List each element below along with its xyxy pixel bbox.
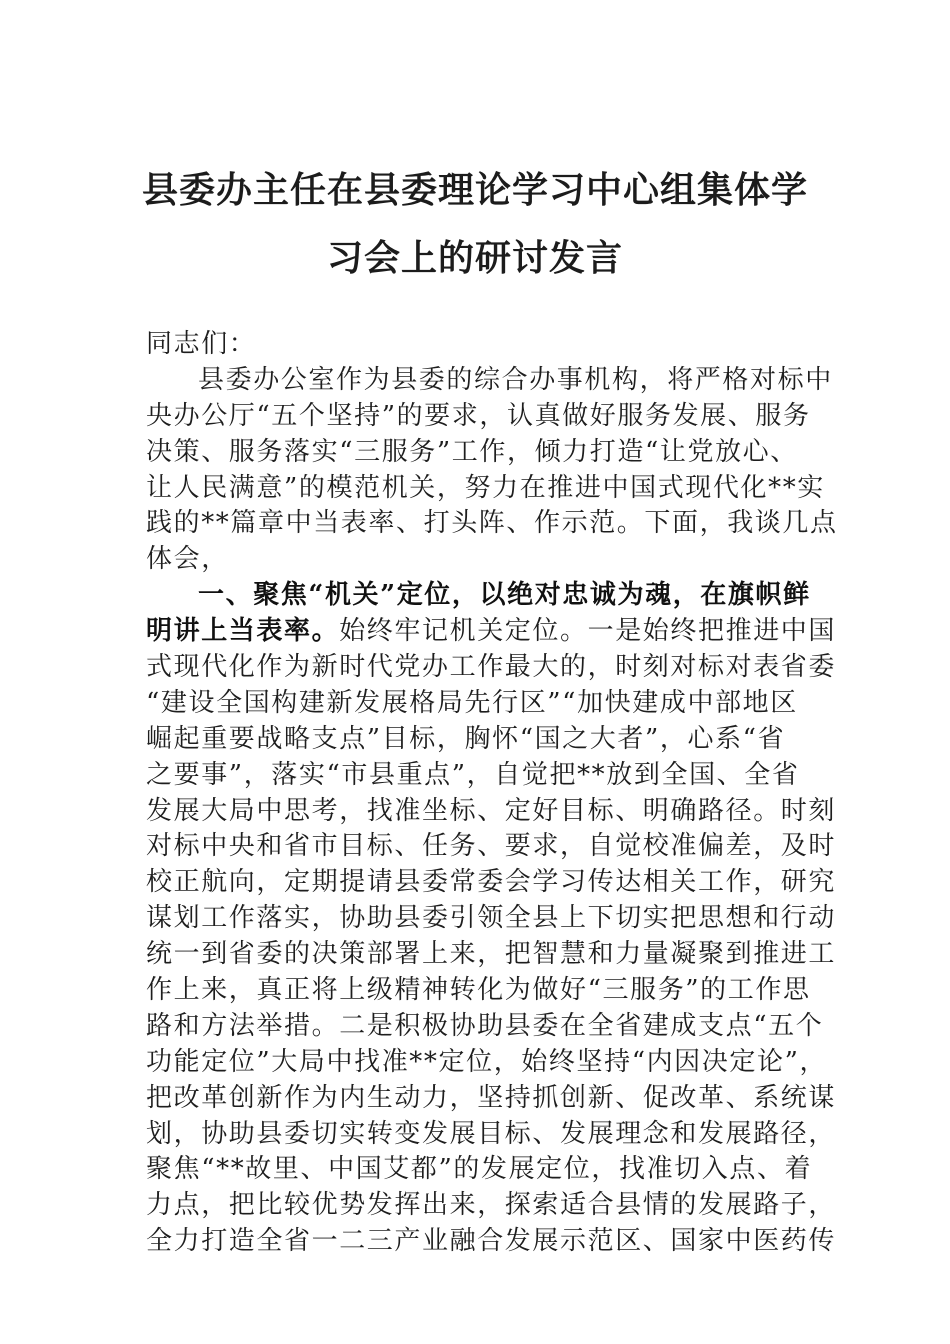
paragraph-1-line: 央办公厅“五个坚持”的要求，认真做好服务发展、服务 xyxy=(146,400,811,431)
document-title-line-2: 习会上的研讨发言 xyxy=(326,237,623,279)
paragraph-1-line: 县委办公室作为县委的综合办事机构，将严格对标中 xyxy=(198,364,833,395)
section-heading-1-end: 明讲上当表率。 xyxy=(146,616,340,647)
paragraph-2-line: 式现代化作为新时代党办工作最大的，时刻对标对表省委 xyxy=(146,652,837,683)
paragraph-2-line: 对标中央和省市目标、任务、要求，自觉校准偏差，及时 xyxy=(146,831,837,862)
paragraph-2-line: “建设全国构建新发展格局先行区”“加快建成中部地区 xyxy=(146,687,798,718)
paragraph-2-line: 划，协助县委切实转变发展目标、发展理念和发展路径， xyxy=(146,1118,837,1149)
paragraph-1-line: 决策、服务落实“三服务”工作，倾力打造“让党放心、 xyxy=(146,436,798,467)
paragraph-2-line xyxy=(146,614,837,650)
paragraph-1-line: 让人民满意”的模范机关，努力在推进中国式现代化**实 xyxy=(146,472,825,503)
paragraph-2-line: 谋划工作落实，协助县委引领全县上下切实把思想和行动 xyxy=(146,903,837,934)
paragraph-1-line: 体会， xyxy=(146,544,229,575)
salutation: 同志们： xyxy=(146,329,257,359)
paragraph-2-line: 功能定位”大局中找准**定位，始终坚持“内因决定论”， xyxy=(146,1046,828,1077)
paragraph-2-line: 全力打造全省一二三产业融合发展示范区、国家中医药传 xyxy=(146,1226,837,1257)
paragraph-2-line: 发展大局中思考，找准坐标、定好目标、明确路径。时刻 xyxy=(146,795,837,826)
section-heading-1: 一、聚焦“机关”定位，以绝对忠诚为魂，在旗帜鲜 xyxy=(198,580,811,611)
paragraph-2-line: 聚焦“**故里、中国艾都”的发展定位，找准切入点、着 xyxy=(146,1154,813,1185)
paragraph-2-line: 力点，把比较优势发挥出来，探索适合县情的发展路子， xyxy=(146,1190,837,1221)
paragraph-2-line: 校正航向，定期提请县委常委会学习传达相关工作，研究 xyxy=(146,867,837,898)
paragraph-2-line: 路和方法举措。二是积极协助县委在全省建成支点“五个 xyxy=(146,1010,824,1041)
paragraph-1-line: 践的**篇章中当表率、打头阵、作示范。下面，我谈几点 xyxy=(146,508,838,539)
paragraph-2-line: 把改革创新作为内生动力，坚持抓创新、促改革、系统谋 xyxy=(146,1082,837,1113)
paragraph-2-line: 崛起重要战略支点”目标，胸怀“国之大者”，心系“省 xyxy=(146,723,786,754)
paragraph-2-line: 之要事”，落实“市县重点”，自觉把**放到全国、全省 xyxy=(146,759,800,790)
document-body xyxy=(146,327,838,1260)
paragraph-2-text: 始终牢记机关定位。一是始终把推进中国 xyxy=(339,616,837,647)
document-title-line-1: 县委办主任在县委理论学习中心组集体学 xyxy=(141,169,808,211)
paragraph-2-line: 统一到省委的决策部署上来，把智慧和力量凝聚到推进工 xyxy=(146,939,837,970)
paragraph-2-line: 作上来，真正将上级精神转化为做好“三服务”的工作思 xyxy=(146,975,811,1006)
